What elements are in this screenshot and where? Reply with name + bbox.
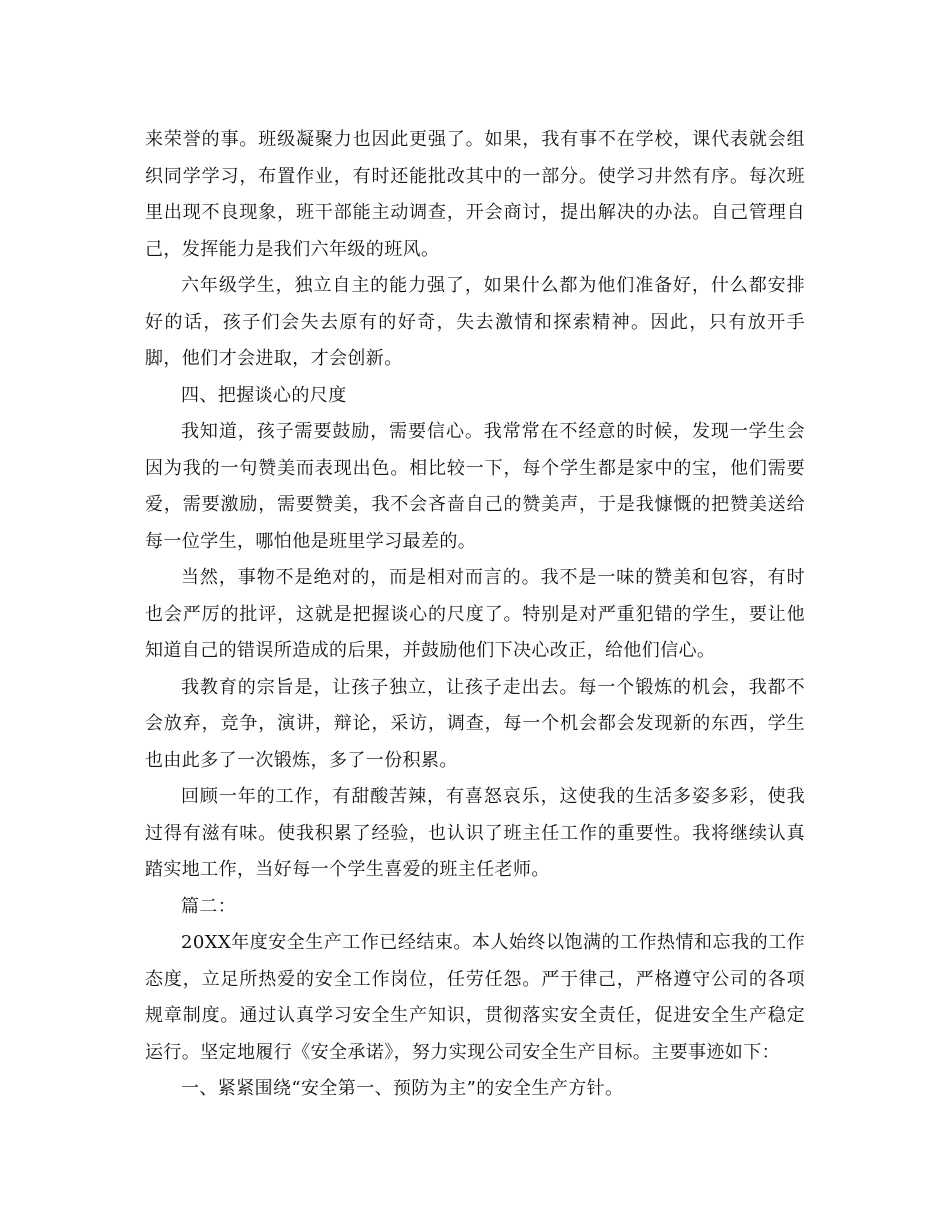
paragraph: 我教育的宗旨是，让孩子独立，让孩子走出去。每一个锻炼的机会，我都不会放弃，竞争，演讲，辩论，采访，调查，每一个机会都会发现新的东西，学生也由此多了一次锻炼，多了一份积累。 — [145, 676, 805, 771]
document-page — [145, 122, 805, 1108]
section-heading: 四、把握谈心的尺度 — [181, 384, 347, 406]
paragraph: 回顾一年的工作，有甜酸苦辣，有喜怒哀乐，这使我的生活多姿多彩，使我过得有滋有味。使我积累了经验，也认识了班主任工作的重要性。我将继续认真踏实地工作，当好每一个学生喜爱的班主任老师。 — [145, 786, 805, 880]
paragraph-continuation: 来荣誉的事。班级凝聚力也因此更强了。如果，我有事不在学校，课代表就会组织同学学习，布置作业，有时还能批改其中的一部分。使学习井然有序。每次班里出现不良现象，班干部能主动调查，开会商讨，提出解决的办法。自己管理自己，发挥能力是我们六年级的班风。 — [145, 129, 805, 260]
paragraph: 当然，事物不是绝对的，而是相对而言的。我不是一味的赞美和包容，有时也会严厉的批评，这就是把握谈心的尺度了。特别是对严重犯错的学生，要让他知道自己的错误所造成的后果，并鼓励他们下决心改正，给他们信心。 — [145, 567, 805, 661]
paragraph: 六年级学生，独立自主的能力强了，如果什么都为他们准备好，什么都安排好的话，孩子们会失去原有的好奇，失去激情和探索精神。因此，只有放开手脚，他们才会进取，才会创新。 — [145, 275, 805, 369]
part-heading: 篇二： — [181, 895, 237, 917]
paragraph: 20XX年度安全生产工作已经结束。本人始终以饱满的工作热情和忘我的工作态度，立足所热爱的安全工作岗位，任劳任怨。严于律己，严格遵守公司的各项规章制度。通过认真学习安全生产知识，贯彻落实安全责任，促进安全生产稳定运行。坚定地履行《安全承诺》，努力实现公司安全生产目标。主要事迹如下： — [145, 932, 805, 1063]
paragraph: 我知道，孩子需要鼓励，需要信心。我常常在不经意的时候，发现一学生会因为我的一句赞美而表现出色。相比较一下，每个学生都是家中的宝，他们需要爱，需要激励，需要赞美，我不会吝啬自己的赞美声，于是我慷慨的把赞美送给每一位学生，哪怕他是班里学习最差的。 — [145, 421, 805, 552]
section-heading: 一、紧紧围绕“安全第一、预防为主”的安全生产方针。 — [181, 1078, 624, 1099]
